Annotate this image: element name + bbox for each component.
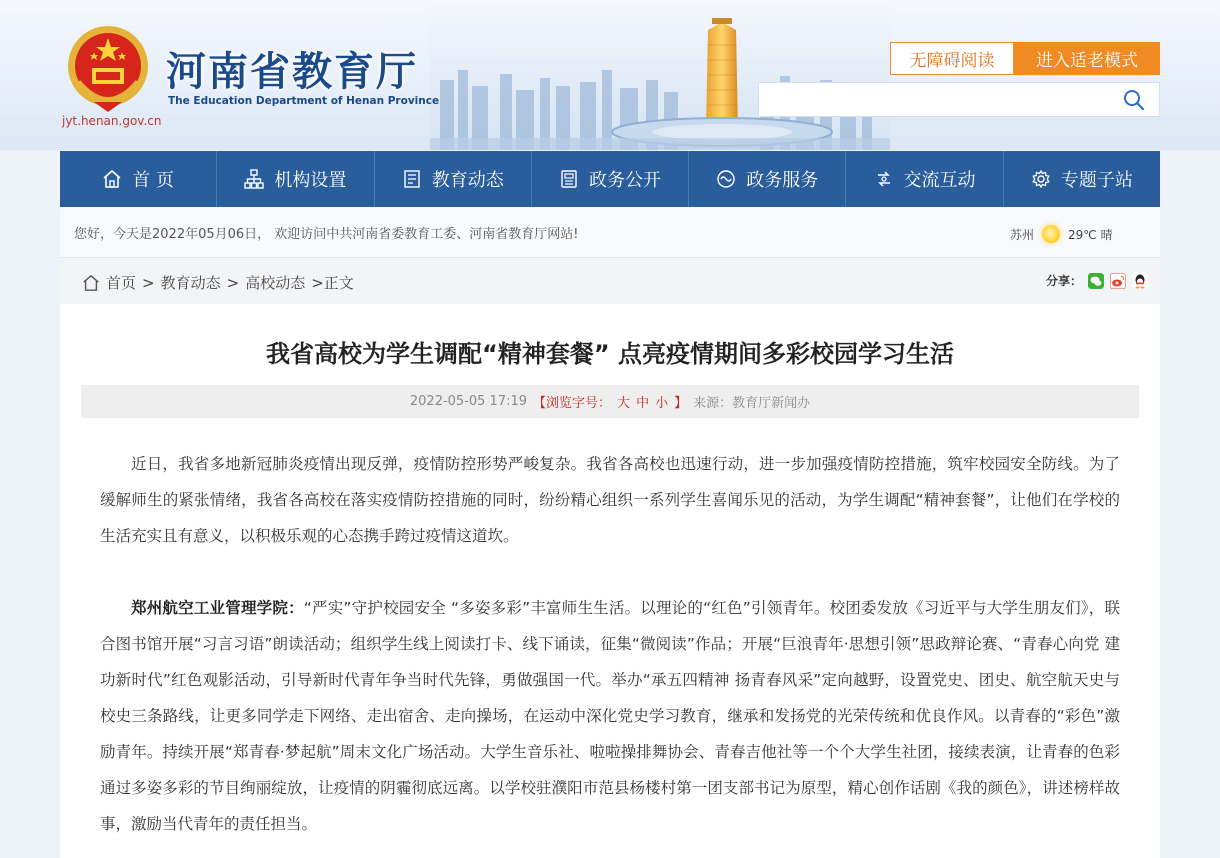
article-body [100, 446, 1120, 842]
nav-item-subsites[interactable] [1004, 151, 1160, 207]
share-label: 分享： [1045, 274, 1082, 288]
breadcrumb-separator: > [226, 273, 240, 292]
paragraph: 近日，我省多地新冠肺炎疫情出现反弹，疫情防控形势严峻复杂。我省各高校也迅速行动，进一步加强疫情防控措施，筑牢校园安全防线。为了缓解师生的紧张情绪，我省各高校在落实疫情防控措施的同时，纷纷精心组织一系列学生喜闻乐见的活动，为学生调配“精神套餐”，让他们在学校的生活充实且有意义，以积极乐观的心态携手跨过疫情这道坎。 [100, 455, 1120, 545]
breadcrumb-news[interactable]: 教育动态 [160, 274, 221, 292]
document-icon [559, 169, 579, 189]
main-nav [60, 151, 1160, 207]
org-chart-icon [244, 169, 264, 189]
site-subtitle: The Education Department of Henan Province [168, 95, 440, 107]
weather-widget [1010, 225, 1113, 243]
nav-item-news[interactable] [375, 151, 532, 207]
service-icon [716, 169, 736, 189]
home-icon [102, 169, 122, 189]
wechat-share-icon[interactable] [1088, 273, 1104, 289]
share-bar [1046, 272, 1148, 289]
nav-item-home[interactable] [60, 151, 217, 207]
weather-temp: 29℃ 晴 [1068, 227, 1113, 242]
article-source: 来源：教育厅新闻办 [693, 396, 811, 411]
font-medium-button[interactable]: 中 [636, 396, 650, 411]
national-emblem-icon [64, 22, 152, 114]
paragraph [100, 590, 1120, 842]
news-icon [402, 169, 422, 189]
article-container [60, 258, 1160, 858]
nav-item-interaction[interactable] [846, 151, 1003, 207]
font-size-label-end: 】 [674, 396, 688, 411]
nav-item-label: 机构设置 [274, 170, 347, 191]
nav-item-org[interactable] [217, 151, 374, 207]
nav-item-label: 首 页 [132, 170, 174, 191]
search-box [758, 82, 1160, 117]
nav-item-gov-info[interactable] [532, 151, 689, 207]
weibo-share-icon[interactable] [1110, 273, 1126, 289]
breadcrumb-current: >正文 [311, 274, 354, 292]
font-size-label: 【浏览字号： [533, 396, 612, 411]
breadcrumb [82, 272, 354, 293]
accessible-reading-button[interactable]: 无障碍阅读 [890, 42, 1014, 75]
nav-item-gov-service[interactable] [689, 151, 846, 207]
gear-icon [1031, 169, 1051, 189]
elder-mode-button[interactable]: 进入适老模式 [1014, 42, 1160, 75]
site-title[interactable]: 河南省教育厅 [166, 49, 418, 95]
paragraph-lead: 郑州航空工业管理学院： [131, 599, 304, 617]
home-icon[interactable] [82, 274, 100, 292]
sun-icon [1042, 225, 1060, 243]
article-title: 我省高校为学生调配“精神套餐” 点亮疫情期间多彩校园学习生活 [266, 340, 954, 368]
exchange-icon [874, 169, 894, 189]
font-small-button[interactable]: 小 [655, 396, 669, 411]
breadcrumb-separator: > [142, 273, 155, 292]
weather-city: 苏州 [1010, 227, 1035, 242]
paragraph-text: “严实”守护校园安全 “多姿多彩”丰富师生生活。以理论的“红色”引领青年。校团委发放《习近平与大学生朋友们》，联合图书馆开展“习言习语”朗读活动；组织学生线上阅读打卡、线下诵读，征集“微阅读”作品；开展“巨浪青年·思想引领”思政辩论赛、“青春心向党 建功新时代”红色观影活动，引导新时代青年争当时代先锋，勇做强国一代。举办“承五四精神 扬青春风采”定向越野，设置党史、团史、航空航天史与校史三条路线，让更多同学走下网络、走出宿舍、走向操场，在运动中深化党史学习教育，继承和发扬党的光荣传统和优良作风。以青春的“彩色”激励青年。持续开展“郑青春·梦起航”周末文化广场活动。大学生音乐社、啦啦操排舞协会、青春吉他社等一个个大学生社团，接续表演，让青春的色彩通过多姿多彩的节目绚丽绽放，让疫情的阴霾彻底远离。以学校驻濮阳市范县杨楼村第一团支部书记为原型，精心创作话剧《我的颜色》，讲述榜样故事，激励当代青年的责任担当。 [100, 599, 1120, 833]
info-bar [60, 207, 1160, 258]
font-large-button[interactable]: 大 [617, 396, 631, 411]
nav-item-label: 政务服务 [746, 170, 819, 191]
search-input[interactable] [759, 83, 1129, 114]
paragraph-spacer [100, 554, 1120, 590]
breadcrumb-home[interactable]: 首页 [106, 274, 137, 292]
publish-date: 2022-05-05 17:19 [409, 394, 528, 409]
breadcrumb-university-news[interactable]: 高校动态 [245, 274, 306, 292]
header-banner [0, 0, 1220, 150]
article-meta [81, 385, 1139, 418]
nav-item-label: 教育动态 [431, 170, 504, 191]
nav-item-label: 交流互动 [903, 170, 976, 191]
breadcrumb-bar [60, 258, 1160, 304]
nav-item-label: 政务公开 [588, 170, 661, 191]
site-domain: jyt.henan.gov.cn [62, 114, 162, 128]
qq-share-icon[interactable] [1132, 273, 1148, 289]
nav-item-label: 专题子站 [1060, 170, 1133, 191]
search-icon[interactable] [1123, 89, 1145, 111]
welcome-text: 您好，今天是2022年05月06日， 欢迎访问中共河南省委教育工委、河南省教育厅网站! [74, 227, 579, 242]
